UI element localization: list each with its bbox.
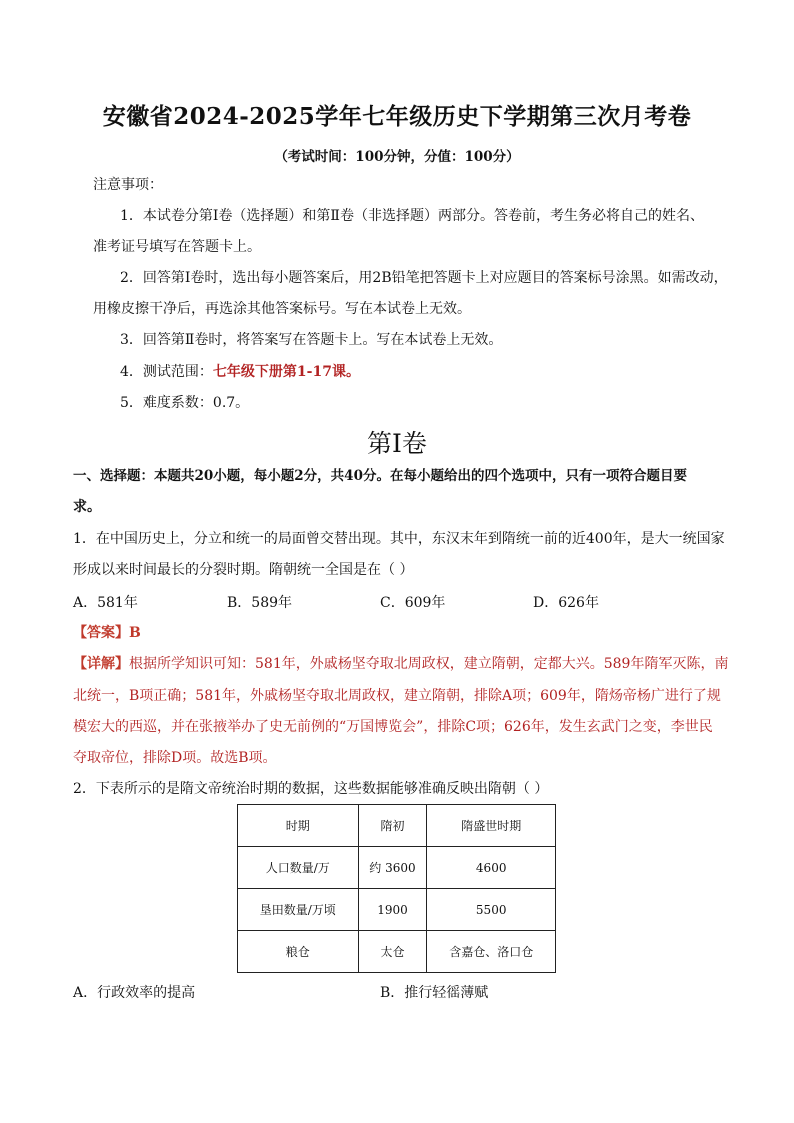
section-intro-line-2: 求。 — [73, 499, 101, 515]
note-3: 3．回答第Ⅱ卷时，将答案写在答题卡上。写在本试卷上无效。 — [120, 332, 503, 348]
exam-title: 安徽省2024-2025学年七年级历史下学期第三次月考卷 — [102, 103, 692, 130]
table-cell: 约 3600 — [358, 847, 427, 889]
section-title: 第Ⅰ卷 — [367, 429, 427, 458]
table-cell: 4600 — [427, 847, 556, 889]
table-header-row — [238, 805, 556, 847]
q1-answer: 【答案】B — [73, 625, 141, 641]
table-cell: 含嘉仓、洛口仓 — [427, 931, 556, 973]
q1-stem-line-1: 1．在中国历史上，分立和统一的局面曾交替出现。其中，东汉末年到隋统一前的近400年，是大一统国家 — [73, 531, 725, 547]
note-2-line-2: 用橡皮擦干净后，再选涂其他答案标号。写在本试卷上无效。 — [93, 301, 471, 317]
table-header-cell: 时期 — [238, 805, 359, 847]
table-cell: 1900 — [358, 889, 427, 931]
table-header-cell: 隋初 — [358, 805, 427, 847]
note-4-range: 七年级下册第1-17课。 — [212, 364, 360, 380]
q1-stem-line-2: 形成以来时间最长的分裂时期。隋朝统一全国是在（ ） — [73, 562, 414, 578]
q1-detail-tag: 【详解】 — [73, 656, 129, 672]
table-row — [238, 889, 556, 931]
q1-detail-line-4: 夺取帝位，排除D项。故选B项。 — [73, 750, 277, 766]
table-header-cell: 隋盛世时期 — [427, 805, 556, 847]
q2-data-table — [237, 804, 556, 973]
table-cell: 5500 — [427, 889, 556, 931]
note-5: 5．难度系数：0.7。 — [120, 395, 250, 411]
q2-stem: 2．下表所示的是隋文帝统治时期的数据，这些数据能够准确反映出隋朝（ ） — [73, 781, 549, 797]
note-1-line-1: 1．本试卷分第Ⅰ卷（选择题）和第Ⅱ卷（非选择题）两部分。答卷前，考生务必将自己的姓名、 — [120, 208, 704, 224]
section-intro-line-1: 一、选择题：本题共20小题，每小题2分，共40分。在每小题给出的四个选项中，只有一项符合题目要 — [73, 468, 687, 484]
q1-detail-line-2: 北统一，B项正确；581年，外戚杨坚夺取北周政权，建立隋朝，排除A项；609年，隋炀帝杨广进行了规 — [73, 688, 721, 704]
q1-option-c: C．609年 — [380, 595, 446, 611]
q1-option-d: D．626年 — [533, 595, 599, 611]
q1-detail-text-1: 根据所学知识可知：581年，外戚杨坚夺取北周政权，建立隋朝，定都大兴。589年隋军灭陈，南 — [129, 656, 729, 672]
table-row — [238, 847, 556, 889]
q1-detail-line-3: 模宏大的西巡，并在张掖举办了史无前例的“万国博览会”，排除C项；626年，发生玄武门之变，李世民 — [73, 719, 713, 735]
exam-subtitle: （考试时间：100分钟，分值：100分） — [274, 149, 520, 165]
q1-detail-line-1 — [73, 654, 728, 674]
note-4-prefix: 4．测试范围： — [120, 364, 213, 380]
note-4 — [120, 362, 360, 382]
q1-option-b: B．589年 — [227, 595, 293, 611]
note-2-line-1: 2．回答第Ⅰ卷时，选出每小题答案后，用2B铅笔把答题卡上对应题目的答案标号涂黑。如需改动， — [120, 270, 728, 286]
table-cell: 垦田数量/万顷 — [238, 889, 359, 931]
notes-heading: 注意事项： — [93, 177, 163, 193]
table-cell: 人口数量/万 — [238, 847, 359, 889]
q1-option-a: A．581年 — [73, 595, 138, 611]
q2-option-a: A．行政效率的提高 — [73, 985, 196, 1001]
note-1-line-2: 准考证号填写在答题卡上。 — [93, 239, 261, 255]
table-cell: 太仓 — [358, 931, 427, 973]
table-cell: 粮仓 — [238, 931, 359, 973]
table-row — [238, 931, 556, 973]
q2-option-b: B．推行轻徭薄赋 — [380, 985, 489, 1001]
